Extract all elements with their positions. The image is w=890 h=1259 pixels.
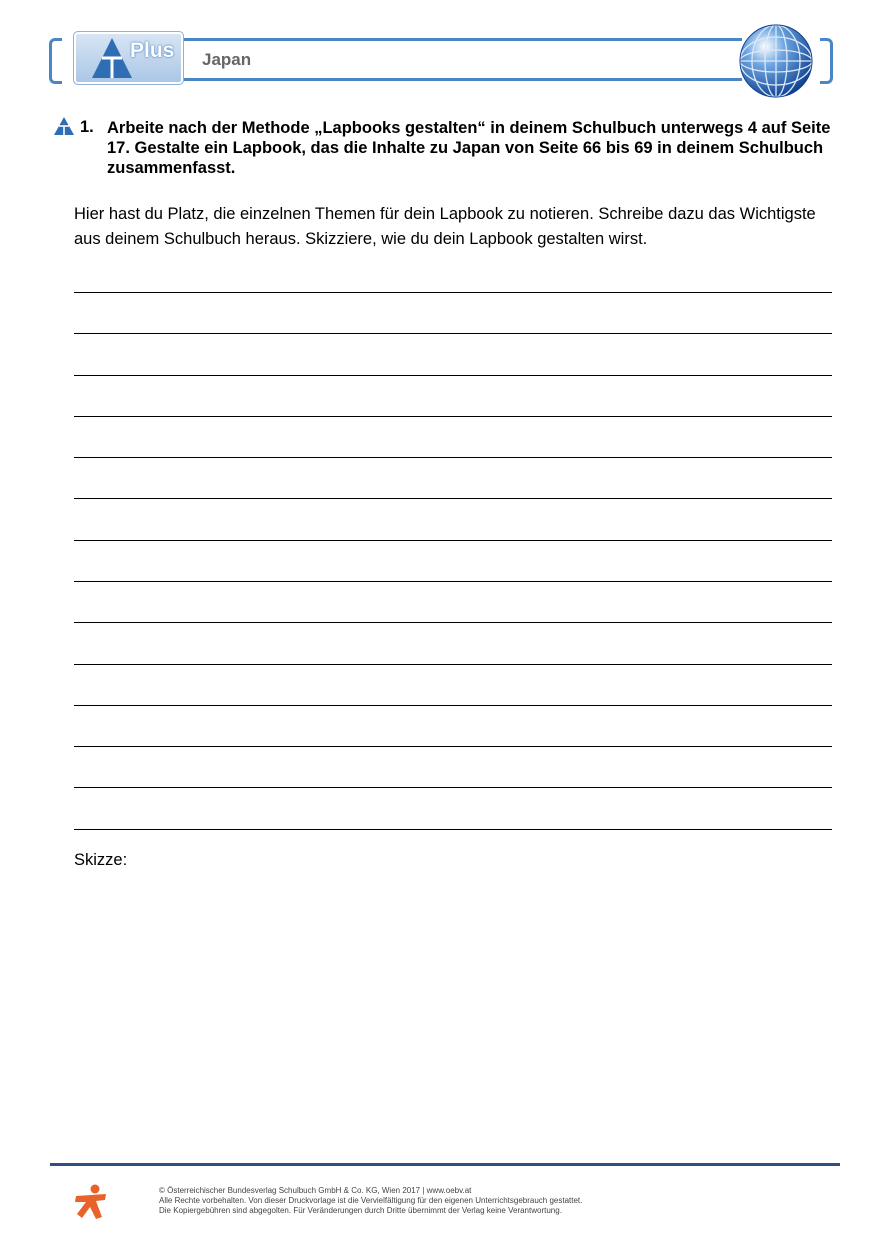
globe-icon (737, 22, 815, 100)
footer-divider (50, 1163, 840, 1166)
footer-copyright (159, 1186, 799, 1216)
writing-line (74, 664, 832, 665)
writing-line (74, 292, 832, 293)
sketch-label: Skizze: (74, 851, 128, 869)
writing-line (74, 705, 832, 706)
intro-text: Hier hast du Platz, die einzelnen Themen für dein Lapbook zu notieren. Schreibe dazu das Wichtigste aus deinem Schulbuch heraus. Skizziere, wie du dein Lapbook gestalten wirst. (74, 205, 816, 248)
writing-line (74, 622, 832, 623)
page-title: Japan (202, 50, 252, 69)
plus-logo (73, 31, 184, 85)
footer-line-1: © Österreichischer Bundesverlag Schulbuch GmbH & Co. KG, Wien 2017 | www.oebv.at (159, 1186, 472, 1195)
writing-line (74, 333, 832, 334)
writing-line (74, 457, 832, 458)
publisher-logo-icon (72, 1183, 110, 1221)
footer-line-2: Alle Rechte vorbehalten. Von dieser Druckvorlage ist die Vervielfältigung für den eigenen Unterrichtsgebrauch gestattet. (159, 1196, 583, 1205)
writing-line (74, 581, 832, 582)
writing-line (74, 787, 832, 788)
header-bracket-right (820, 38, 833, 84)
header-line-bottom (182, 78, 742, 81)
writing-line (74, 829, 832, 830)
writing-line (74, 540, 832, 541)
writing-line (74, 498, 832, 499)
header-bracket-left (49, 38, 62, 84)
writing-line (74, 416, 832, 417)
task-number: 1. (80, 118, 94, 136)
logo-plus-text: Plus (130, 39, 175, 62)
task-instruction: Arbeite nach der Methode „Lapbooks gestalten“ in deinem Schulbuch unterwegs 4 auf Seite 17. Gestalte ein Lapbook, das die Inhalte zu Japan von Seite 66 bis 69 in deinem Schulbuch zusammenfasst. (107, 119, 831, 177)
task-level-triangle-icon (53, 116, 75, 136)
header-line-top (182, 38, 742, 41)
writing-line (74, 375, 832, 376)
writing-line (74, 746, 832, 747)
footer-line-3: Die Kopiergebühren sind abgegolten. Für Veränderungen durch Dritte übernimmt der Verlag keine Verantwortung. (159, 1206, 562, 1215)
